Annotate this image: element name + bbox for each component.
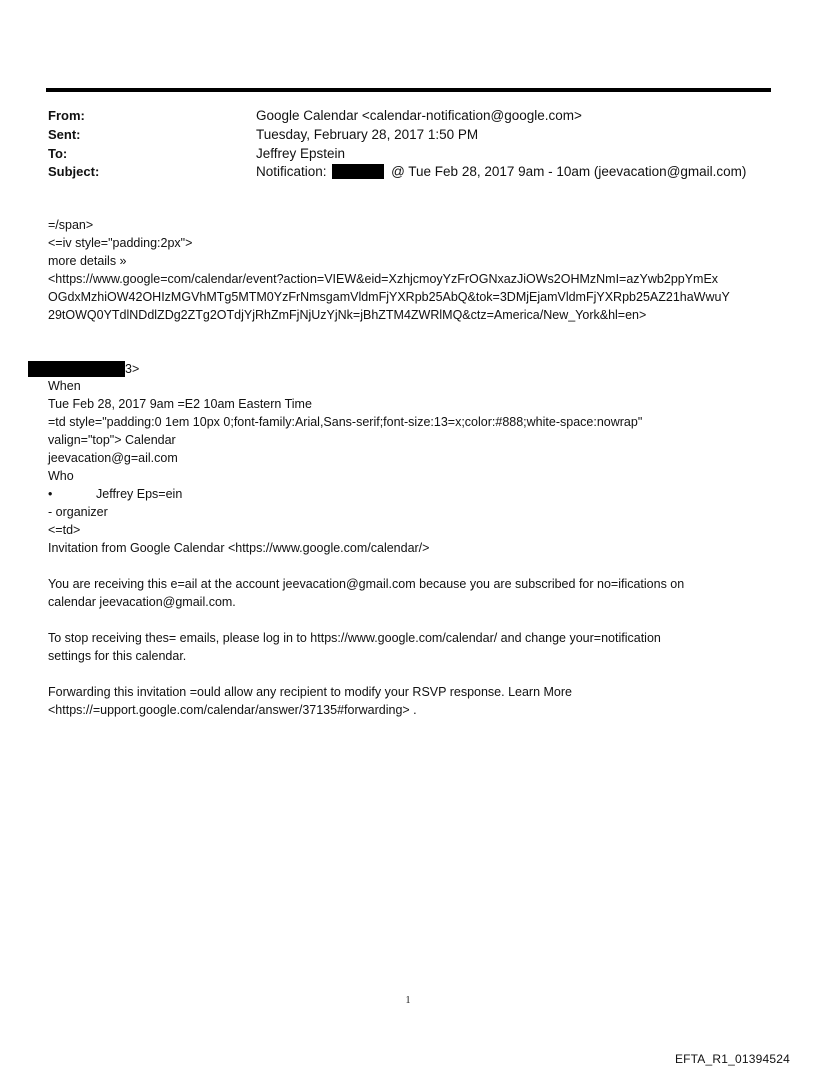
- redaction-block: [28, 361, 125, 377]
- details-url-line: <https://www.google=com/calendar/event?action=VIEW&eid=XzhjcmoyYzFrOGNxazJiOWs2OHMzNmI=azYwb2ppYmEx: [48, 272, 719, 286]
- page-number: 1: [405, 995, 411, 1006]
- to-value: Jeffrey Epstein: [256, 146, 346, 161]
- redacted-line-suffix: 3>: [125, 362, 140, 376]
- attendee-item: [48, 485, 773, 503]
- stop-receiving-line: settings for this calendar.: [48, 649, 187, 663]
- body-line: =/span>: [48, 218, 94, 232]
- calendar-email: jeevacation@g=ail.com: [48, 451, 178, 465]
- details-url-line: 29tOWQ0YTdlNDdlZDg2ZTg2OTdjYjRhZmFjNjUzYjNk=jBhZTM4ZWRlMQ&ctz=America/New_York&hl=en>: [48, 308, 647, 322]
- event-time: Tue Feb 28, 2017 9am =E2 10am Eastern Time: [48, 397, 312, 411]
- subject-value: [256, 164, 746, 180]
- from-value: Google Calendar <calendar-notification@google.com>: [256, 108, 582, 123]
- forwarding-notice-line: <https://=upport.google.com/calendar/answer/37135#forwarding> .: [48, 703, 417, 717]
- when-heading: When: [48, 379, 81, 393]
- bates-number: EFTA_R1_01394524: [674, 1052, 790, 1066]
- who-heading: Who: [48, 469, 74, 483]
- body-line: <=td>: [48, 523, 81, 537]
- details-url-line: OGdxMzhiOW42OHIzMGVhMTg5MTM0YzFrNmsgamVldmFjYXRpb25AbQ&tok=3DMjEjamVldmFjYXRpb25AZ21haWwuY: [48, 290, 730, 304]
- attendee-name: Jeffrey Eps=ein: [96, 487, 183, 501]
- body-block-2: [48, 377, 773, 719]
- sent-value: Tuesday, February 28, 2017 1:50 PM: [256, 127, 479, 142]
- receiving-notice-line: You are receiving this e=ail at the account jeevacation@gmail.com because you are subscribed for no=ifications on: [48, 577, 685, 591]
- stop-receiving-line: To stop receiving thes= emails, please log in to https://www.google.com/calendar/ and change your=notification: [48, 631, 661, 645]
- body-block-1: [48, 216, 773, 324]
- organizer-label: - organizer: [48, 505, 108, 519]
- subject-label: Subject:: [48, 164, 100, 179]
- to-label: To:: [48, 146, 68, 161]
- forwarding-notice-line: Forwarding this invitation =ould allow any recipient to modify your RSVP response. Learn More: [48, 685, 572, 699]
- body-line: more details »: [48, 254, 127, 268]
- receiving-notice-line: calendar jeevacation@gmail.com.: [48, 595, 236, 609]
- invitation-line: Invitation from Google Calendar <https://www.google.com/calendar/>: [48, 541, 430, 555]
- body-line: =td style="padding:0 1em 10px 0;font-family:Arial,Sans-serif;font-size:13=x;color:#888;white-space:nowrap": [48, 415, 643, 429]
- bullet-icon: •: [48, 487, 53, 501]
- subject-redaction: [332, 164, 384, 179]
- from-label: From:: [48, 108, 85, 123]
- subject-prefix: Notification:: [256, 164, 327, 179]
- body-line: <=iv style="padding:2px">: [48, 236, 193, 250]
- sent-label: Sent:: [48, 127, 81, 142]
- subject-suffix: @ Tue Feb 28, 2017 9am - 10am (jeevacation@gmail.com): [391, 164, 747, 179]
- body-line: valign="top"> Calendar: [48, 433, 176, 447]
- header-divider: [46, 88, 771, 92]
